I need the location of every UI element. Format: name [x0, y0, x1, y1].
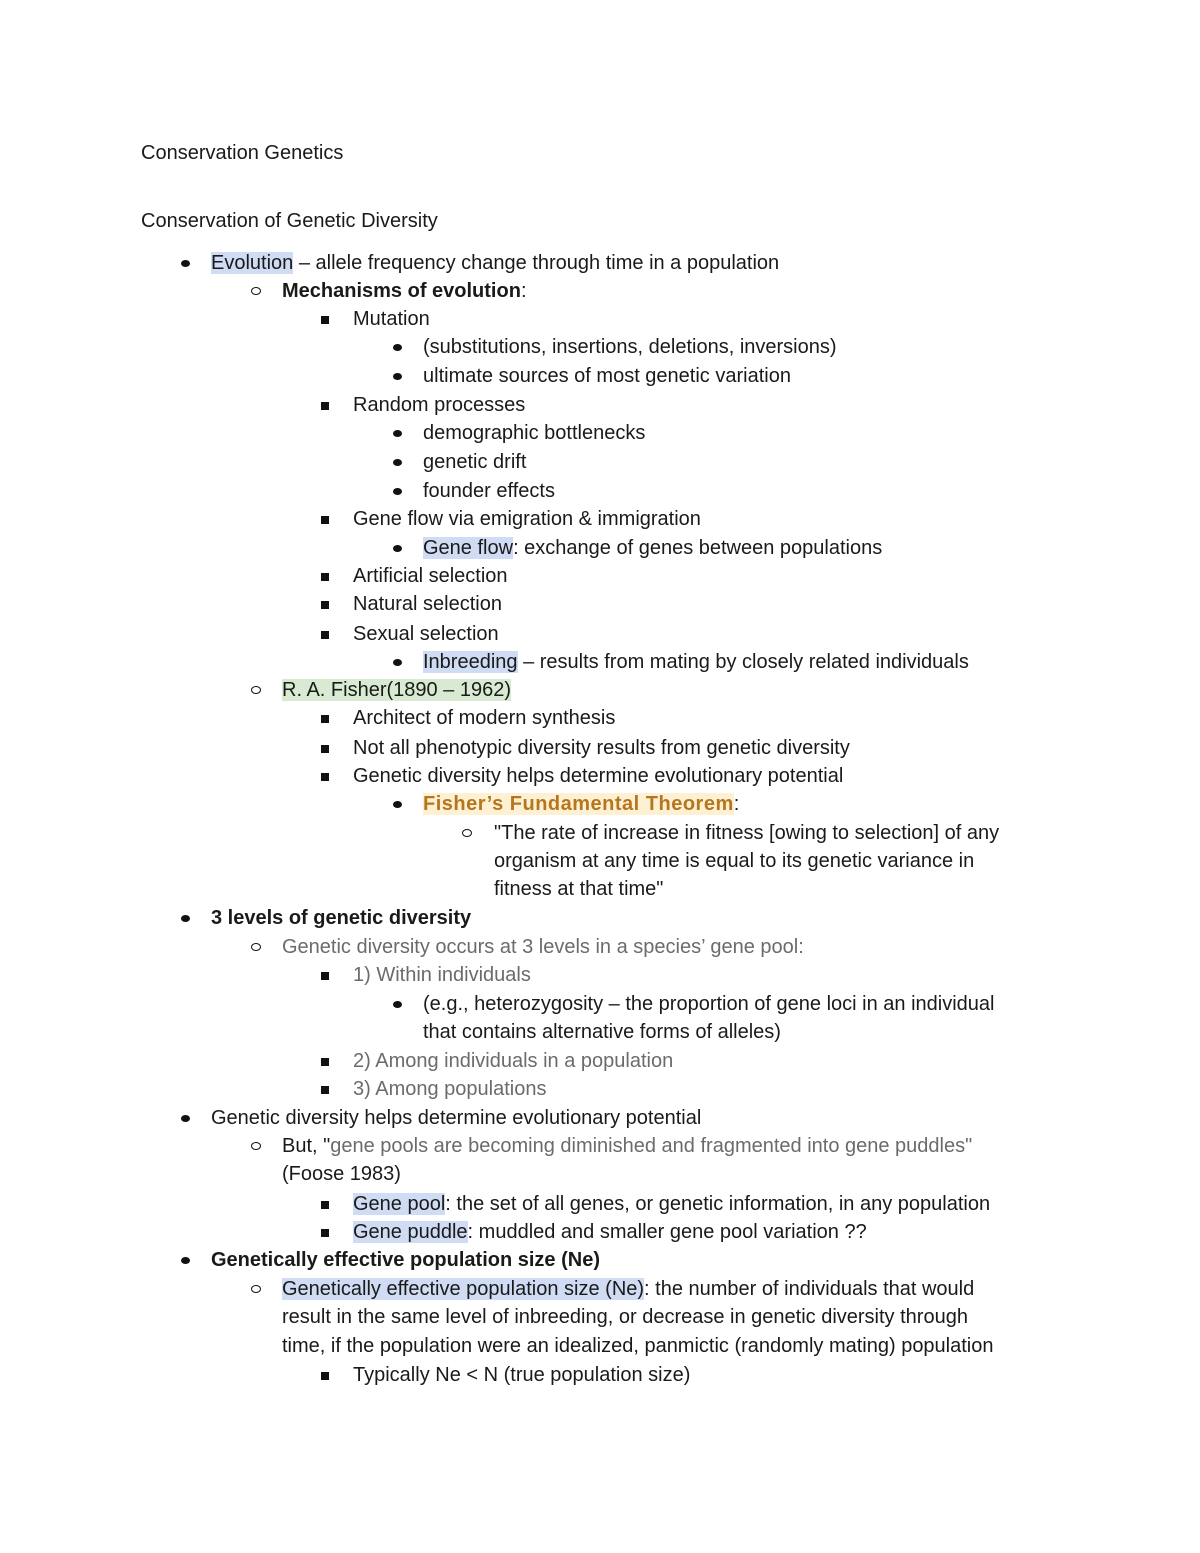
bullet-square-icon: [317, 1218, 337, 1246]
bullet-square-icon: [317, 762, 337, 790]
bullet-disc-icon: [388, 990, 408, 1018]
highlighted-term: Gene puddle: [353, 1221, 468, 1243]
bullet-square-icon: [317, 704, 337, 732]
document-title: Conservation Genetics: [141, 142, 344, 164]
bullet-square-icon: [317, 734, 337, 762]
highlighted-term: Gene flow: [423, 537, 514, 559]
bullet-circle-icon: [247, 933, 267, 961]
bullet-square-icon: [317, 590, 337, 618]
highlighted-term: Inbreeding: [423, 651, 518, 673]
highlighted-term: R. A. Fisher(1890 – 1962): [282, 679, 512, 701]
bullet-square-icon: [317, 505, 337, 533]
document-page: Conservation Genetics Conservation of Genetic Diversity Evolution – allele frequency change through time in a population Mechanisms of evolution: Mutation (substitutions, insertions, deletions, inversions) ultimate sources of most genetic variation Random processes demographic bottlenecks genetic drift founder effects Gene flow via emigration & immigration Gene flow: exchange of genes between populations Artificial selection Natural selection Sexual selection Inbreeding – results from mating by closely related individuals R. A. Fisher(1890 – 1962) Architect of modern synthesis Not all phenotypic diversity results from genetic diversity Genetic diversity helps determine evolutionary potential Fisher’s Fundamental Theorem: "The rate of increase in fitness [owing to selection] of any organism at any time is equal to its genetic variance in fitness at that time" 3 levels of genetic diversity Genetic diversity occurs at 3 levels in a species’ gene pool: 1) Within individuals (e.g., heterozygosity – the proportion of gene loci in an individual that contains alternative forms of alleles) 2) Among individuals in a population 3) Among populations Genetic diversity helps determine evolutionary potential But, "gene pools are becoming diminished and fragmented into gene puddles" (Foose 1983) Gene pool: the set of all genes, or genetic information, in any population Gene puddle: muddled and smaller gene pool variation ?? Genetically effective population size (Ne) Genetically effective population size (Ne): the number of individuals that would result in the same level of inbreeding, or decrease in genetic diversity through time, if the population were an idealized, panmictic (randomly mating) population Typically Ne < N (true population size): [0, 0, 1200, 1553]
bullet-circle-icon: [458, 819, 478, 847]
bullet-disc-icon: [388, 790, 408, 818]
bullet-square-icon: [317, 1190, 337, 1218]
bullet-disc-icon: [388, 477, 408, 505]
bullet-disc-icon: [176, 904, 196, 932]
bullet-circle-icon: [247, 277, 267, 305]
bullet-disc-icon: [388, 448, 408, 476]
bullet-square-icon: [317, 1361, 337, 1389]
bullet-square-icon: [317, 961, 337, 989]
bullet-disc-icon: [388, 648, 408, 676]
highlighted-term: Fisher’s Fundamental Theorem: [423, 793, 734, 815]
bullet-circle-icon: [247, 676, 267, 704]
bullet-disc-icon: [176, 1104, 196, 1132]
bullet-square-icon: [317, 562, 337, 590]
bullet-square-icon: [317, 620, 337, 648]
bullet-square-icon: [317, 1047, 337, 1075]
highlighted-term: Evolution: [211, 252, 294, 274]
section-heading: Conservation of Genetic Diversity: [141, 210, 438, 232]
bullet-disc-icon: [176, 1246, 196, 1274]
highlighted-term: Gene pool: [353, 1193, 446, 1215]
bullet-disc-icon: [388, 534, 408, 562]
bullet-disc-icon: [388, 333, 408, 361]
bullet-circle-icon: [247, 1132, 267, 1160]
bullet-disc-icon: [388, 362, 408, 390]
highlighted-term: Genetically effective population size (Ne): [282, 1278, 645, 1300]
bullet-disc-icon: [176, 249, 196, 277]
bullet-square-icon: [317, 1075, 337, 1103]
bullet-disc-icon: [388, 419, 408, 447]
bullet-square-icon: [317, 305, 337, 333]
bullet-square-icon: [317, 391, 337, 419]
bullet-circle-icon: [247, 1275, 267, 1303]
